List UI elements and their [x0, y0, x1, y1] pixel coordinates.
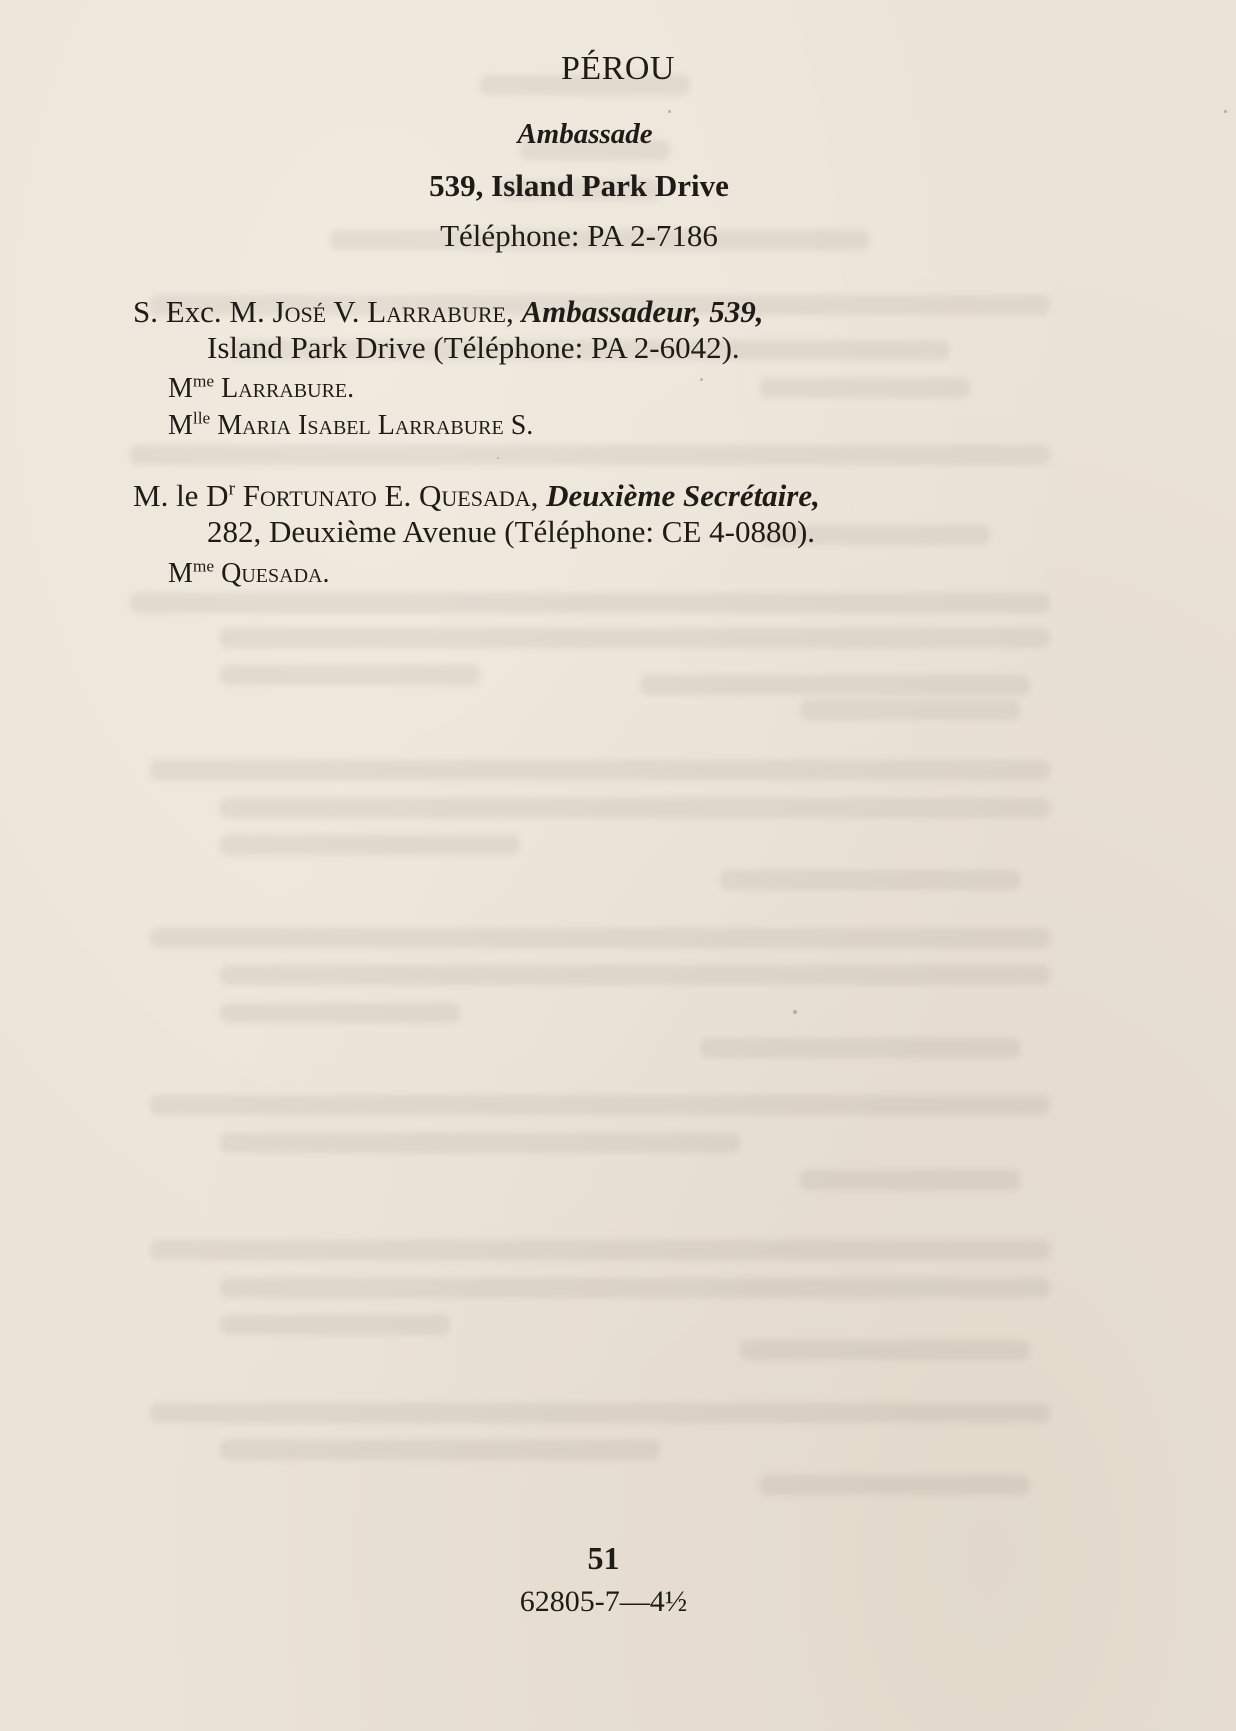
entry-prefix: S. Exc. M.	[133, 294, 273, 329]
spouse-honorific: M	[168, 373, 193, 404]
spouse-honorific-sup: lle	[192, 408, 211, 428]
spouse-honorific-sup: me	[192, 371, 215, 391]
entry-prefix: M. le D	[133, 478, 229, 513]
print-code: 62805-7—4½	[519, 1585, 688, 1618]
entry-name: Fortunato E. Quesada	[242, 478, 531, 513]
entry-title: Ambassadeur, 539,	[521, 294, 764, 329]
spouse-honorific: M	[168, 410, 193, 441]
entry-name: José V. Larrabure	[272, 294, 506, 329]
spouse-honorific-sup: me	[192, 556, 215, 576]
entry-title: Deuxième Secrétaire,	[546, 478, 820, 513]
page-number: 51	[587, 1540, 620, 1576]
section-heading: Ambassade	[517, 118, 653, 150]
staff-entry	[133, 478, 1045, 550]
entry-address-line: Island Park Drive (Téléphone: PA 2-6042).	[207, 330, 740, 365]
embassy-telephone: Téléphone: PA 2-7186	[440, 218, 718, 253]
country-heading: PÉROU	[561, 50, 675, 87]
paper-speck	[668, 110, 671, 113]
entry-prefix-sup: r	[228, 478, 235, 500]
paper-speck	[1224, 110, 1227, 113]
paper-speck	[497, 457, 499, 459]
spouse-name: Quesada.	[221, 558, 330, 589]
entry-comma: ,	[530, 478, 547, 513]
staff-entry	[133, 294, 1045, 366]
spouse-honorific: M	[168, 558, 193, 589]
spouse-line	[168, 558, 329, 590]
entry-address-line: 282, Deuxième Avenue (Téléphone: CE 4-0880).	[207, 514, 816, 549]
spouse-name: Larrabure.	[221, 373, 355, 404]
embassy-address: 539, Island Park Drive	[429, 168, 729, 203]
paper-speck	[793, 1010, 797, 1014]
spouse-line	[168, 410, 533, 442]
paper-speck	[700, 378, 703, 381]
spouse-name: Maria Isabel Larrabure S.	[217, 410, 534, 441]
entry-comma: ,	[505, 294, 522, 329]
spouse-line	[168, 373, 354, 405]
